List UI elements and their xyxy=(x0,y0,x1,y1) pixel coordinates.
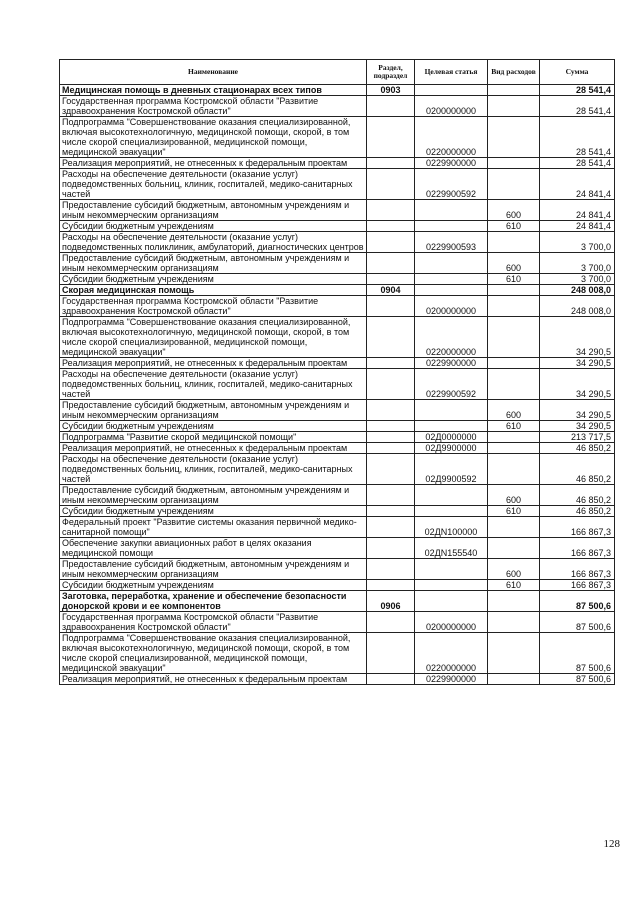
row-target xyxy=(415,200,488,221)
row-vid xyxy=(488,117,540,158)
row-vid: 600 xyxy=(488,253,540,274)
row-name: Подпрограмма "Совершенствование оказания специализированной, включая высокотехнологичную, медицинской помощи, скорой, в том числе скорой специализированной, медицинской помощи, медицинской эвакуации" xyxy=(60,633,367,674)
table-row xyxy=(60,158,615,169)
row-sum: 34 290,5 xyxy=(540,421,615,432)
header-vid: Вид расходов xyxy=(488,60,540,85)
row-vid: 600 xyxy=(488,400,540,421)
row-vid xyxy=(488,85,540,96)
row-name: Предоставление субсидий бюджетным, автономным учреждениям и иным некоммерческим организациям xyxy=(60,200,367,221)
page-number: 128 xyxy=(603,838,620,850)
table-row xyxy=(60,485,615,506)
table-row xyxy=(60,454,615,485)
row-sum: 166 867,3 xyxy=(540,538,615,559)
header-section: Раздел, подраздел xyxy=(367,60,415,85)
row-sum: 28 541,4 xyxy=(540,96,615,117)
table-row xyxy=(60,517,615,538)
row-name: Заготовка, переработка, хранение и обеспечение безопасности донорской крови и ее компонентов xyxy=(60,591,367,612)
row-vid xyxy=(488,443,540,454)
row-section xyxy=(367,400,415,421)
row-vid xyxy=(488,612,540,633)
row-vid: 610 xyxy=(488,421,540,432)
row-section xyxy=(367,633,415,674)
row-target xyxy=(415,559,488,580)
row-section xyxy=(367,517,415,538)
row-name: Предоставление субсидий бюджетным, автономным учреждениям и иным некоммерческим организациям xyxy=(60,253,367,274)
row-section: 0903 xyxy=(367,85,415,96)
row-vid xyxy=(488,358,540,369)
row-sum: 46 850,2 xyxy=(540,454,615,485)
row-sum: 28 541,4 xyxy=(540,85,615,96)
row-name: Реализация мероприятий, не отнесенных к федеральным проектам xyxy=(60,674,367,685)
row-vid xyxy=(488,454,540,485)
row-sum: 87 500,6 xyxy=(540,612,615,633)
row-vid xyxy=(488,369,540,400)
table-row xyxy=(60,674,615,685)
row-target: 02Д9900592 xyxy=(415,454,488,485)
row-name: Подпрограмма "Совершенствование оказания специализированной, включая высокотехнологичную, медицинской помощи, скорой, в том числе скорой специализированной, медицинской помощи, медицинской эвакуации" xyxy=(60,117,367,158)
table-row xyxy=(60,432,615,443)
row-target: 0200000000 xyxy=(415,96,488,117)
row-section xyxy=(367,169,415,200)
row-section xyxy=(367,559,415,580)
row-name: Реализация мероприятий, не отнесенных к федеральным проектам xyxy=(60,358,367,369)
row-section xyxy=(367,221,415,232)
row-name: Предоставление субсидий бюджетным, автономным учреждениям и иным некоммерческим организациям xyxy=(60,559,367,580)
row-sum: 34 290,5 xyxy=(540,317,615,358)
row-target xyxy=(415,274,488,285)
row-vid xyxy=(488,158,540,169)
table-row xyxy=(60,400,615,421)
row-target: 0229900592 xyxy=(415,369,488,400)
row-vid: 610 xyxy=(488,580,540,591)
table-row xyxy=(60,538,615,559)
row-name: Субсидии бюджетным учреждениям xyxy=(60,274,367,285)
row-section xyxy=(367,538,415,559)
row-target: 0229900000 xyxy=(415,158,488,169)
row-section xyxy=(367,421,415,432)
table-row xyxy=(60,559,615,580)
row-vid xyxy=(488,591,540,612)
row-name: Обеспечение закупки авиационных работ в целях оказания медицинской помощи xyxy=(60,538,367,559)
row-name: Предоставление субсидий бюджетным, автономным учреждениям и иным некоммерческим организациям xyxy=(60,400,367,421)
row-sum: 3 700,0 xyxy=(540,253,615,274)
row-sum: 46 850,2 xyxy=(540,506,615,517)
row-target xyxy=(415,253,488,274)
row-target xyxy=(415,506,488,517)
row-section xyxy=(367,158,415,169)
row-section xyxy=(367,432,415,443)
table-row xyxy=(60,358,615,369)
row-target xyxy=(415,285,488,296)
row-sum: 87 500,6 xyxy=(540,633,615,674)
table-row xyxy=(60,274,615,285)
row-name: Субсидии бюджетным учреждениям xyxy=(60,221,367,232)
row-name: Государственная программа Костромской области "Развитие здравоохранения Костромской области" xyxy=(60,296,367,317)
row-section xyxy=(367,96,415,117)
row-name: Государственная программа Костромской области "Развитие здравоохранения Костромской области" xyxy=(60,96,367,117)
row-sum: 46 850,2 xyxy=(540,443,615,454)
row-sum: 213 717,5 xyxy=(540,432,615,443)
row-vid: 600 xyxy=(488,200,540,221)
row-sum: 34 290,5 xyxy=(540,400,615,421)
table-row xyxy=(60,580,615,591)
row-section: 0904 xyxy=(367,285,415,296)
table-row xyxy=(60,317,615,358)
row-section xyxy=(367,274,415,285)
row-name: Субсидии бюджетным учреждениям xyxy=(60,421,367,432)
row-name: Расходы на обеспечение деятельности (оказание услуг) подведомственных поликлиник, амбулаторий, диагностических центров xyxy=(60,232,367,253)
row-target xyxy=(415,400,488,421)
row-name: Медицинская помощь в дневных стационарах всех типов xyxy=(60,85,367,96)
row-section xyxy=(367,612,415,633)
row-section xyxy=(367,117,415,158)
row-vid xyxy=(488,317,540,358)
row-vid xyxy=(488,432,540,443)
row-vid xyxy=(488,96,540,117)
table-row xyxy=(60,285,615,296)
row-sum: 87 500,6 xyxy=(540,591,615,612)
row-vid xyxy=(488,232,540,253)
row-sum: 3 700,0 xyxy=(540,232,615,253)
table-row xyxy=(60,253,615,274)
row-section xyxy=(367,317,415,358)
row-section xyxy=(367,253,415,274)
row-sum: 28 541,4 xyxy=(540,158,615,169)
row-sum: 248 008,0 xyxy=(540,285,615,296)
row-vid xyxy=(488,674,540,685)
row-section xyxy=(367,674,415,685)
row-sum: 24 841,4 xyxy=(540,221,615,232)
row-section xyxy=(367,232,415,253)
table-row xyxy=(60,85,615,96)
row-section xyxy=(367,358,415,369)
row-target: 0220000000 xyxy=(415,117,488,158)
row-vid xyxy=(488,538,540,559)
table-body xyxy=(60,85,615,685)
row-target: 02ДN155540 xyxy=(415,538,488,559)
table-row xyxy=(60,612,615,633)
row-target: 02Д0000000 xyxy=(415,432,488,443)
row-section xyxy=(367,443,415,454)
row-name: Федеральный проект "Развитие системы оказания первичной медико-санитарной помощи" xyxy=(60,517,367,538)
header-sum: Сумма xyxy=(540,60,615,85)
row-target xyxy=(415,485,488,506)
row-target xyxy=(415,85,488,96)
row-section xyxy=(367,580,415,591)
row-name: Расходы на обеспечение деятельности (оказание услуг) подведомственных больниц, клиник, госпиталей, медико-санитарных частей xyxy=(60,454,367,485)
row-sum: 34 290,5 xyxy=(540,358,615,369)
table-row xyxy=(60,117,615,158)
row-sum: 248 008,0 xyxy=(540,296,615,317)
row-section xyxy=(367,506,415,517)
header-target: Целевая статья xyxy=(415,60,488,85)
row-target: 02ДN100000 xyxy=(415,517,488,538)
row-target xyxy=(415,591,488,612)
row-section xyxy=(367,454,415,485)
row-sum: 28 541,4 xyxy=(540,117,615,158)
row-target xyxy=(415,421,488,432)
row-vid xyxy=(488,296,540,317)
row-target: 0229900000 xyxy=(415,674,488,685)
table-row xyxy=(60,369,615,400)
table-row xyxy=(60,421,615,432)
row-target xyxy=(415,221,488,232)
row-name: Субсидии бюджетным учреждениям xyxy=(60,580,367,591)
table-row xyxy=(60,591,615,612)
row-sum: 166 867,3 xyxy=(540,517,615,538)
row-section: 0906 xyxy=(367,591,415,612)
row-vid xyxy=(488,285,540,296)
row-sum: 34 290,5 xyxy=(540,369,615,400)
table-row xyxy=(60,169,615,200)
row-target: 0229900000 xyxy=(415,358,488,369)
header-name: Наименование xyxy=(60,60,367,85)
row-sum: 24 841,4 xyxy=(540,200,615,221)
row-name: Подпрограмма "Развитие скорой медицинской помощи" xyxy=(60,432,367,443)
row-target: 0220000000 xyxy=(415,317,488,358)
row-name: Государственная программа Костромской области "Развитие здравоохранения Костромской области" xyxy=(60,612,367,633)
row-vid: 610 xyxy=(488,221,540,232)
row-target: 02Д9900000 xyxy=(415,443,488,454)
row-name: Реализация мероприятий, не отнесенных к федеральным проектам xyxy=(60,158,367,169)
row-name: Скорая медицинская помощь xyxy=(60,285,367,296)
row-section xyxy=(367,485,415,506)
row-sum: 166 867,3 xyxy=(540,559,615,580)
row-vid: 600 xyxy=(488,485,540,506)
row-vid xyxy=(488,169,540,200)
row-vid: 610 xyxy=(488,506,540,517)
table-header xyxy=(60,60,615,85)
row-sum: 46 850,2 xyxy=(540,485,615,506)
table-row xyxy=(60,506,615,517)
row-sum: 3 700,0 xyxy=(540,274,615,285)
budget-table xyxy=(59,59,615,685)
table-row xyxy=(60,296,615,317)
table-row xyxy=(60,633,615,674)
row-name: Расходы на обеспечение деятельности (оказание услуг) подведомственных больниц, клиник, госпиталей, медико-санитарных частей xyxy=(60,369,367,400)
row-vid: 600 xyxy=(488,559,540,580)
row-sum: 24 841,4 xyxy=(540,169,615,200)
table-row xyxy=(60,96,615,117)
row-sum: 166 867,3 xyxy=(540,580,615,591)
table-row xyxy=(60,221,615,232)
row-name: Субсидии бюджетным учреждениям xyxy=(60,506,367,517)
row-section xyxy=(367,296,415,317)
table-row xyxy=(60,232,615,253)
table-row xyxy=(60,200,615,221)
row-vid xyxy=(488,633,540,674)
table-row xyxy=(60,443,615,454)
row-name: Подпрограмма "Совершенствование оказания специализированной, включая высокотехнологичную, медицинской помощи, скорой, в том числе скорой специализированной, медицинской помощи, медицинской эвакуации" xyxy=(60,317,367,358)
row-name: Реализация мероприятий, не отнесенных к федеральным проектам xyxy=(60,443,367,454)
row-name: Расходы на обеспечение деятельности (оказание услуг) подведомственных больниц, клиник, госпиталей, медико-санитарных частей xyxy=(60,169,367,200)
row-target: 0220000000 xyxy=(415,633,488,674)
row-target: 0229900593 xyxy=(415,232,488,253)
row-sum: 87 500,6 xyxy=(540,674,615,685)
row-target: 0229900592 xyxy=(415,169,488,200)
row-section xyxy=(367,369,415,400)
row-vid: 610 xyxy=(488,274,540,285)
row-name: Предоставление субсидий бюджетным, автономным учреждениям и иным некоммерческим организациям xyxy=(60,485,367,506)
row-target: 0200000000 xyxy=(415,612,488,633)
row-target xyxy=(415,580,488,591)
row-vid xyxy=(488,517,540,538)
row-target: 0200000000 xyxy=(415,296,488,317)
row-section xyxy=(367,200,415,221)
